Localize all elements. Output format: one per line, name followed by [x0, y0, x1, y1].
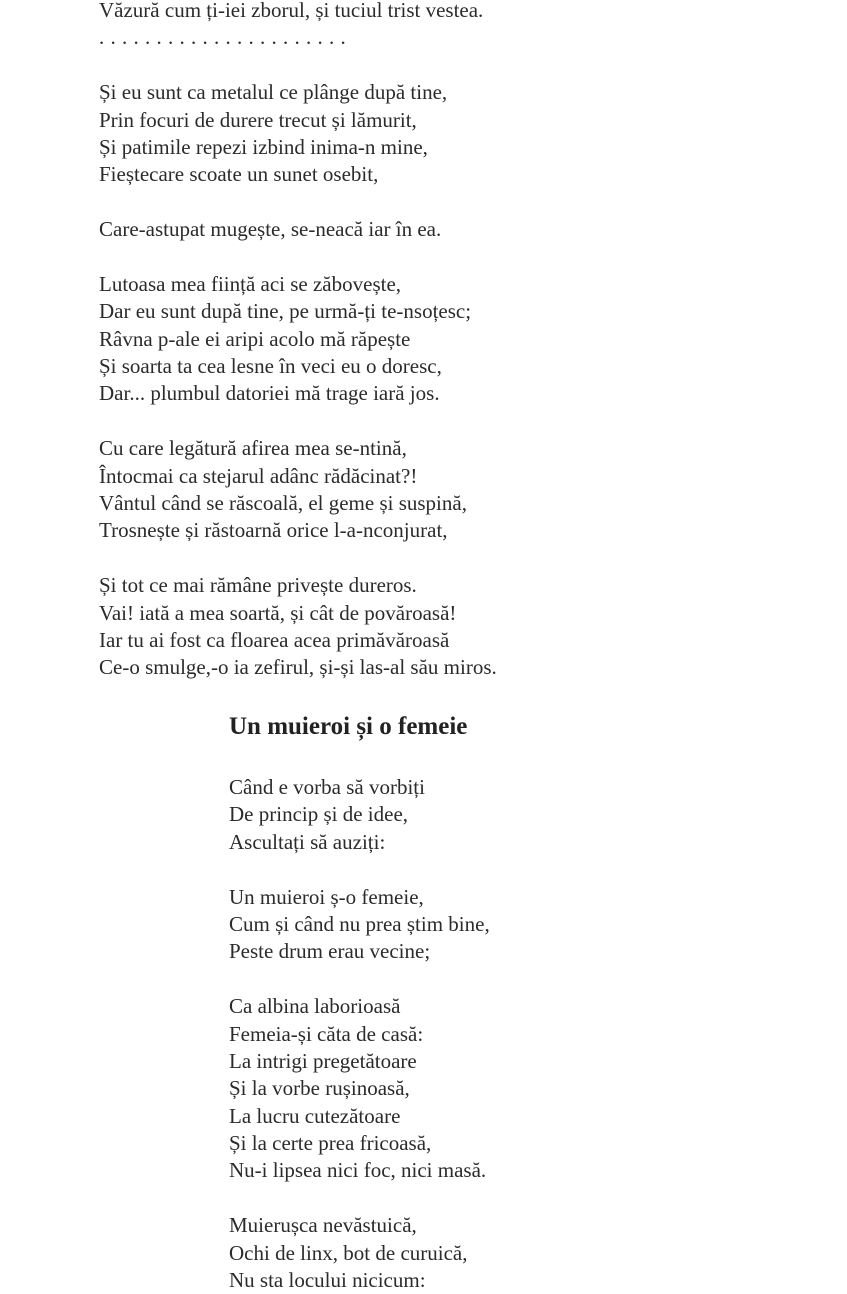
verse-line: Care-astupat mugește, se-neacă iar în ea.	[99, 217, 442, 242]
verse-line: Și soarta ta cea lesne în veci eu o doresc,	[99, 354, 442, 379]
verse-line: Peste drum erau vecine;	[229, 939, 431, 964]
verse-line: Vai! iată a mea soartă, și cât de povăroasă!	[99, 600, 457, 625]
verse-line: De princip și de idee,	[229, 802, 409, 827]
stanza-break	[229, 966, 789, 993]
poem-continuation	[99, 0, 799, 682]
verse-line: Și la certe prea fricoasă,	[229, 1131, 432, 1156]
verse-line: Un muieroi ș-o femeie,	[229, 884, 424, 909]
verse-line: Când e vorba să vorbiți	[229, 775, 425, 799]
stanza-break	[99, 545, 799, 572]
verse-line: Prin focuri de durere trecut și lămurit,	[99, 107, 417, 132]
verse-line: Fieștecare scoate un sunet osebit,	[99, 162, 379, 187]
stanza-break	[99, 244, 799, 271]
verse-line: Și eu sunt ca metalul ce plânge după tine,	[99, 80, 448, 105]
stanza-break	[99, 52, 799, 79]
stanza-break	[99, 408, 799, 435]
verse-line: Dar... plumbul datoriei mă trage iară jos.	[99, 381, 440, 406]
verse-line: Muierușca nevăstuică,	[229, 1213, 417, 1238]
ellipsis-line: . . . . . . . . . . . . . . . . . . . . . .	[99, 25, 347, 50]
verse-line: La intrigi pregetătoare	[229, 1048, 417, 1073]
verse-line: Vântul când se răscoală, el geme și suspină,	[99, 491, 467, 516]
verse-line: Ca albina laborioasă	[229, 994, 401, 1019]
verse-line: Întocmai ca stejarul adânc rădăcinat?!	[99, 463, 418, 488]
stanza-break	[99, 189, 799, 216]
verse-line: Dar eu sunt după tine, pe urmă-ți te-nsoțesc;	[99, 299, 472, 324]
verse-line: Și patimile repezi izbind inima-n mine,	[99, 134, 428, 159]
verse-line: Cum și când nu prea știm bine,	[229, 911, 490, 936]
verse-line: Iar tu ai fost ca floarea acea primăvăroasă	[99, 627, 450, 652]
stanza-break	[229, 856, 789, 883]
new-poem	[229, 709, 789, 1294]
verse-line: Nu sta locului nicicum:	[229, 1268, 426, 1293]
verse-line: La lucru cutezătoare	[229, 1103, 401, 1128]
verse-line: Ochi de linx, bot de curuică,	[229, 1240, 468, 1265]
poem-title: Un muieroi și o femeie	[229, 713, 468, 740]
verse-line: Femeia-și căta de casă:	[229, 1021, 424, 1046]
verse-line: Ascultați să auziți:	[229, 829, 386, 854]
verse-line: Lutoasa mea ființă aci se zăbovește,	[99, 271, 402, 296]
verse-line: Nu-i lipsea nici foc, nici masă.	[229, 1158, 487, 1183]
verse-line: Și la vorbe rușinoasă,	[229, 1076, 410, 1101]
verse-line: Și tot ce mai rămâne privește dureros.	[99, 573, 417, 598]
verse-line: Cu care legătură afirea mea se-ntină,	[99, 436, 407, 461]
verse-line: Trosnește și răstoarnă orice l-a-nconjurat,	[99, 518, 448, 543]
verse-line: Râvna p-ale ei aripi acolo mă răpește	[99, 326, 411, 351]
verse-line: Ce-o smulge,-o ia zefirul, și-și las-al său miros.	[99, 655, 497, 680]
stanza-break	[229, 1185, 789, 1212]
verse-line: Văzură cum ți-iei zborul, și tuciul trist vestea.	[99, 0, 484, 22]
